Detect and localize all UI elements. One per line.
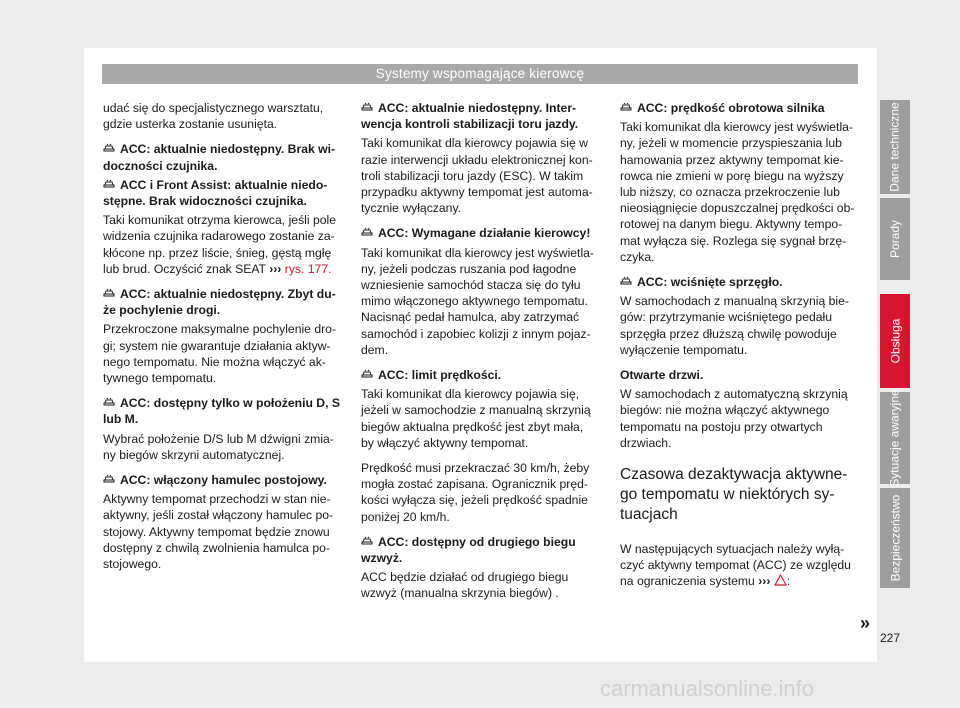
- message-heading: [361, 225, 599, 241]
- heading-text: ACC: aktualnie niedostępny. Zbyt du-że pochylenie drogi.: [103, 287, 336, 318]
- car-warning-icon: [361, 227, 373, 238]
- tab-label: Porady: [888, 219, 902, 259]
- message-heading: [103, 395, 341, 427]
- heading-text: ACC: limit prędkości.: [377, 368, 502, 383]
- message-heading: [361, 534, 599, 566]
- car-warning-icon: [103, 288, 115, 299]
- column-2: [361, 100, 599, 611]
- paragraph: W samochodach z automatyczną skrzynią biegów: nie można włączyć aktywnego tempomatu na postoju przy otwartych drzwiach.: [620, 387, 848, 450]
- paragraph-text: Taki komunikat otrzyma kierowca, jeśli pole widzenia czujnika radarowego zostanie za-kłócone np. przez liście, śnieg, gęstą mgłę lub brud. Oczyścić znak SEAT: [103, 213, 337, 276]
- heading-text: ACC: aktualnie niedostępny. Inter-wencja kontroli stabilizacji toru jazdy.: [361, 101, 579, 132]
- message-heading: [620, 274, 858, 290]
- paragraph: Taki komunikat otrzyma kierowca, jeśli pole widzenia czujnika radarowego zostanie za-kłócone np. przez liście, śnieg, gęstą mgłę lub brud. Oczyścić znak SEAT ››› rys. 177.: [103, 213, 337, 276]
- tab-obsluga[interactable]: [880, 294, 910, 388]
- paragraph: Wybrać położenie D/S lub M dźwigni zmia-ny biegów skrzyni automatycznej.: [103, 431, 334, 462]
- paragraph: udać się do specjalistycznego warsztatu, gdzie usterka zostanie usunięta.: [103, 101, 324, 132]
- car-warning-icon: [103, 474, 115, 485]
- heading-text: ACC: wciśnięte sprzęgło.: [636, 275, 783, 290]
- message-heading: [361, 367, 599, 383]
- double-chevron-icon: ›››: [758, 574, 771, 589]
- tab-dane-techniczne[interactable]: [880, 100, 910, 194]
- heading-text: ACC: włączony hamulec postojowy.: [119, 473, 327, 488]
- double-chevron-icon: ›››: [269, 261, 282, 276]
- tab-label: Dane techniczne: [888, 102, 903, 192]
- car-warning-icon: [103, 143, 115, 154]
- heading-text: ACC: Wymagane działanie kierowcy!: [377, 226, 591, 241]
- paragraph: Prędkość musi przekraczać 30 km/h, żeby mogła zostać zapisana. Ogranicznik pręd-kości wyłącza się, jeżeli prędkość spadnie poniżej 20 km/h.: [361, 461, 590, 524]
- paragraph: [620, 541, 858, 590]
- heading-text: ACC: prędkość obrotowa silnika: [636, 101, 825, 115]
- car-warning-icon: [361, 369, 373, 380]
- figure-link[interactable]: rys. 177: [284, 261, 329, 276]
- paragraph: Taki komunikat dla kierowcy jest wyświetla-ny, jeżeli w momencie przyspieszania lub hamowania przez aktywny tempomat kie-rowca nie zmieni w porę biegu na wyższy lub niższy, co oznacza przekroczenie lub nieosiągnięcie dopuszczalnej prędkości ob-rotowej na danym biegu. Aktywny tempo-mat wyłącza się. Rozlega się sygnał brzę-czyka.: [620, 120, 855, 264]
- heading-text: ACC: aktualnie niedostępny. Brak wi-doczności czujnika.: [103, 142, 336, 173]
- car-warning-icon: [103, 179, 115, 190]
- paragraph: Taki komunikat dla kierowcy pojawia się w razie interwencji układu elektronicznej kon-troli stabilizacji toru jazdy (ESC). W takim przypadku aktywny tempomat jest automa-tycznie wyłączany.: [361, 136, 593, 216]
- heading-text: ACC: dostępny tylko w położeniu D, S lub M.: [103, 396, 340, 427]
- warning-triangle-icon[interactable]: [774, 574, 787, 586]
- paragraph-text: W następujących sytuacjach należy wyłą-czyć aktywny tempomat (ACC) ze względu na ograniczenia systemu: [620, 542, 851, 589]
- heading-text: ACC: dostępny od drugiego biegu wzwyż.: [361, 534, 576, 566]
- tab-label: Sytuacje awaryjne: [888, 389, 903, 487]
- paragraph: Taki komunikat dla kierowcy jest wyświetla-ny, jeżeli podczas ruszania pod łagodne wzniesienie samochód stacza się do tyłu mimo włączonego aktywnego tempomatu. Nacisnąć pedał hamulca, aby zatrzymać samochód i zapobiec kolizji z innym pojaz-dem.: [361, 245, 594, 357]
- paragraph: Przekroczone maksymalne pochylenie dro-gi; system nie gwarantuje działania aktyw-nego tempomatu. Nie można włączyć ak-tywnego tempomatu.: [103, 322, 337, 386]
- heading-text: ACC i Front Assist: aktualnie niedo-stępne. Brak widoczności czujnika.: [103, 177, 328, 209]
- car-warning-icon: [361, 102, 373, 113]
- paragraph: Taki komunikat dla kierowcy pojawia się, jeżeli w samochodzie z manualną skrzynią biegów aktualna prędkość jest zbyt mała, by włączyć aktywny tempomat.: [361, 387, 591, 450]
- continue-arrow-icon: »: [860, 613, 871, 633]
- page-header: Systemy wspomagające kierowcę: [102, 64, 858, 84]
- car-warning-icon: [620, 276, 632, 287]
- car-warning-icon: [103, 397, 115, 408]
- section-subheading: Otwarte drzwi.: [620, 368, 704, 383]
- paragraph: Aktywny tempomat przechodzi w stan nie-aktywny, jeśli został włączony hamulec po-stojowy. Aktywny tempomat będzie znowu dostępny z chwilą zwolnienia hamulca po-stojowego.: [103, 492, 334, 572]
- tab-sytuacje-awaryjne[interactable]: [880, 389, 910, 487]
- paragraph: ACC będzie działać od drugiego biegu wzwyż (manualna skrzynia biegów) .: [361, 570, 569, 601]
- car-warning-icon: [620, 102, 632, 113]
- message-heading: [620, 100, 858, 116]
- column-1: [103, 100, 341, 581]
- watermark: carmanualsonline.info: [600, 676, 815, 701]
- tab-label: Bezpieczeństwo: [888, 494, 902, 582]
- message-heading: [103, 177, 341, 209]
- paragraph: W samochodach z manualną skrzynią bie-gów: przytrzymanie wciśniętego pedału sprzęgła przez dłuższą chwilę powoduje wyłączenie tempomatu.: [620, 294, 849, 357]
- tab-label: Obsługa: [888, 318, 903, 364]
- column-3: [620, 100, 858, 599]
- message-heading: [103, 141, 341, 173]
- message-heading: [103, 472, 341, 488]
- tab-porady[interactable]: [880, 198, 910, 280]
- car-warning-icon: [361, 536, 373, 547]
- paragraph-end: :: [786, 574, 791, 589]
- message-heading: [361, 100, 599, 132]
- section-title: Czasowa dezaktywacja aktywne-go tempomatu w niektórych sy-tuacjach: [620, 466, 848, 524]
- tab-bezpieczenstwo[interactable]: [880, 488, 910, 588]
- page-number: 227: [880, 631, 901, 645]
- message-heading: [103, 286, 341, 318]
